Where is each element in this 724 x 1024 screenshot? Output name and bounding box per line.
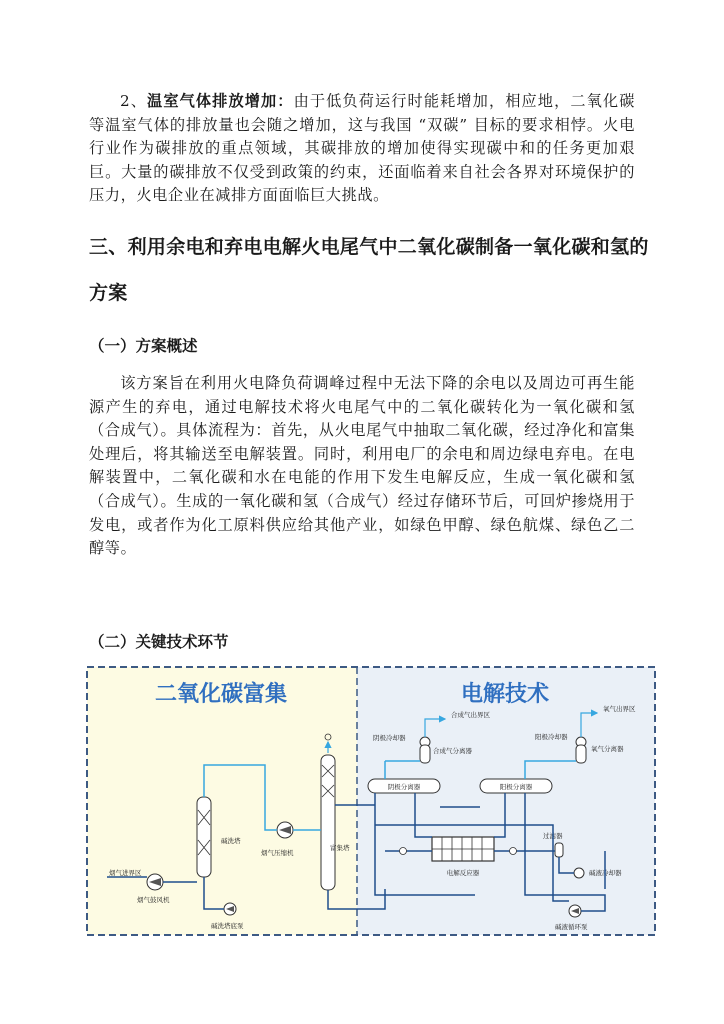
anode-separator-label: 阳极分离器	[499, 783, 533, 791]
para1-body: 由于低负荷运行时能耗增加，相应地，二氧化碳等温室气体的排放量也会随之增加，这与我国 “双碳” 目标的要求相悖。火电行业作为碳排放的重点领域，其碳排放的增加使得实现碳中和的任务更加艰巨。大量的碳排放不仅受到政策的约束，还面临着来自社会各界对环境保护的压力，火电企业在减排方面面临巨大挑战。	[89, 92, 635, 205]
cathode-cooler-label: 阴极冷却器	[373, 734, 406, 742]
flue-gas-blower	[147, 874, 163, 890]
subsection-2-title: （二）关键技术环节	[89, 633, 229, 651]
flue-gas-blower-label: 烟气鼓风机	[137, 896, 170, 904]
subsection-1-title: （一）方案概述	[89, 337, 198, 355]
filter-vessel	[555, 843, 563, 857]
compressor-label: 烟气压缩机	[261, 849, 294, 857]
lye-cooler	[574, 868, 584, 878]
para2-body: 该方案旨在利用火电降负荷调峰过程中无法下降的余电以及周边可再生能源产生的弃电，通过电解技术将火电尾气中的二氧化碳转化为一氧化碳和氢（合成气）。具体流程为：首先，从火电尾气中抽取二氧化碳，经过净化和富集处理后，将其输送至电解装置。同时，利用电厂的余电和周边绿电弃电。在电解装置中，二氧化碳和水在电能的作用下发生电解反应，生成一氧化碳和氢（合成气）。生成的一氧化碳和氢（合成气）经过存储环节后，可回炉掺烧用于发电，或者作为化工原料供应给其他产业，如绿色甲醇、绿色航煤、绿色乙二醇等。	[89, 374, 635, 558]
oxygen-outlet-label: 氧气出界区	[603, 705, 636, 713]
lye-cooler-label: 碱液冷却器	[589, 869, 622, 877]
alkali-tower-label: 碱洗塔	[221, 837, 241, 845]
valve-right	[510, 848, 517, 855]
anode-cooler-label: 阳极冷却器	[535, 733, 568, 741]
valve-left	[400, 848, 407, 855]
electrolyzer-label: 电解反应器	[446, 869, 480, 877]
syngas-separator-label: 合成气分离器	[433, 747, 472, 755]
co2-enrichment-zone	[87, 667, 357, 935]
lye-circulation-pump	[569, 905, 581, 917]
alkali-wash-tower	[197, 797, 211, 877]
section-3-title: 三、利用余电和弃电电解火电尾气中二氧化碳制备一氧化碳和氢的方案	[89, 236, 649, 304]
electrolyzer-stack	[432, 837, 494, 861]
process-flow-diagram	[85, 665, 659, 939]
syngas-separator	[420, 745, 430, 763]
para1-bold-heading: 温室气体排放增加：	[147, 92, 294, 110]
enrich-tower-label: 富集塔	[330, 844, 350, 852]
filter-label: 过滤器	[543, 832, 563, 840]
left-zone-title: 二氧化碳富集	[154, 682, 288, 707]
para1-prefix: 2、	[120, 92, 148, 110]
syngas-outlet-label: 合成气出界区	[451, 711, 490, 719]
flue-gas-compressor	[277, 822, 293, 838]
right-zone-title: 电解技术	[460, 682, 550, 707]
paragraph-overview	[89, 372, 635, 561]
oxygen-separator	[576, 745, 586, 763]
cathode-separator-label: 阴极分离器	[387, 783, 421, 791]
paragraph-emission	[89, 90, 635, 208]
alkali-pump-label: 碱洗塔底泵	[211, 922, 244, 930]
alkali-tower-pump	[224, 903, 236, 915]
oxygen-separator-label: 氧气分离器	[591, 745, 624, 753]
lye-pump-label: 碱液循环泵	[555, 923, 588, 931]
flue-gas-inlet-label: 烟气进界区	[109, 869, 142, 877]
enrichment-tower	[321, 755, 335, 890]
